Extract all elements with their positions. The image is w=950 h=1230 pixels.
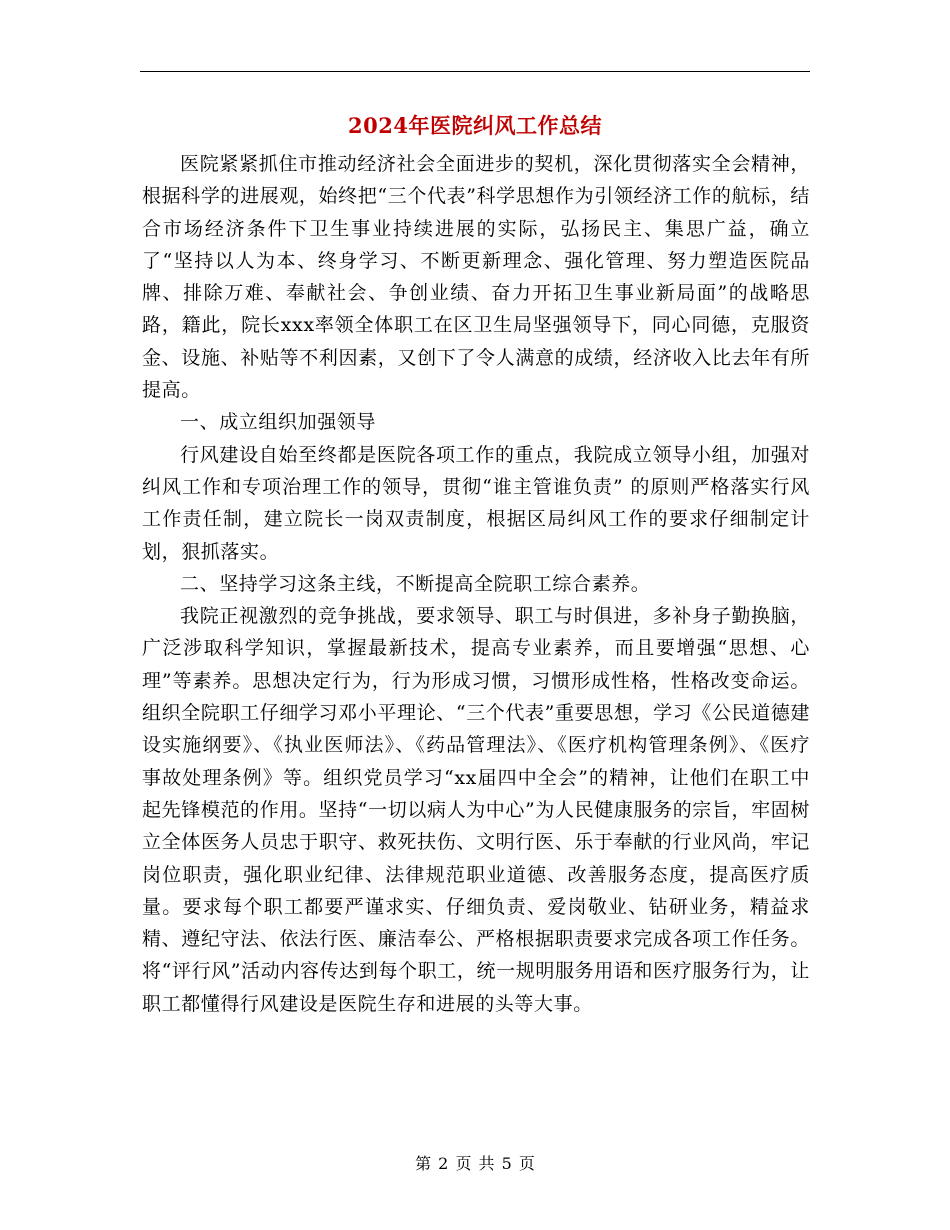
page-number-footer: 第 2 页 共 5 页 bbox=[415, 1154, 535, 1173]
section-heading-1: 一、成立组织加强领导 bbox=[180, 411, 377, 434]
paragraph-intro: 医院紧紧抓住市推动经济社会全面进步的契机，深化贯彻落实全会精神，根据科学的进展观，始终把“三个代表”科学思想作为引领经济工作的航标，结合市场经济条件下卫生事业持续进展的实际，弘扬民主、集思广益，确立了“坚持以人为本、终身学习、不断更新理念、强化管理、努力塑造医院品牌、排除万难、奉献社会、争创业绩、奋力开拓卫生事业新局面”的战略思路，籍此，院长xxx率领全体职工在区卫生局坚强领导下，同心同德，克服资金、设施、补贴等不利因素，又创下了令人满意的成绩，经济收入比去年有所提高。 bbox=[142, 153, 810, 402]
document-title: 2024年医院纠风工作总结 bbox=[348, 113, 602, 138]
section-heading-2: 二、坚持学习这条主线，不断提高全院职工综合素养。 bbox=[180, 572, 651, 595]
document-body bbox=[142, 148, 810, 1020]
header-rule bbox=[140, 71, 810, 72]
paragraph-section-2: 我院正视激烈的竞争挑战，要求领导、职工与时俱进，多补身子勤换脑，广泛涉取科学知识，掌握最新技术，提高专业素养，而且要增强“思想、心理”等素养。思想决定行为，行为形成习惯，习惯形成性格，性格改变命运。组织全院职工仔细学习邓小平理论、“三个代表”重要思想，学习《公民道德建设实施纲要》、《执业医师法》、《药品管理法》、《医疗机构管理条例》、《医疗事故处理条例》等。组织党员学习“xx届四中全会”的精神，让他们在职工中起先锋模范的作用。坚持“一切以病人为中心”为人民健康服务的宗旨，牢固树立全体医务人员忠于职守、救死扶伤、文明行医、乐于奉献的行业风尚，牢记岗位职责，强化职业纪律、法律规范职业道德、改善服务态度，提高医疗质量。要求每个职工都要严谨求实、仔细负责、爱岗敬业、钻研业务，精益求精、遵纪守法、依法行医、廉洁奉公、严格根据职责要求完成各项工作任务。将“评行风”活动内容传达到每个职工，统一规明服务用语和医疗服务行为，让职工都懂得行风建设是医院生存和进展的头等大事。 bbox=[142, 605, 810, 1015]
paragraph-section-1: 行风建设自始至终都是医院各项工作的重点，我院成立领导小组，加强对纠风工作和专项治理工作的领导，贯彻“谁主管谁负责” 的原则严格落实行风工作责任制，建立院长一岗双责制度，根据区局纠风工作的要求仔细制定计划，狠抓落实。 bbox=[142, 443, 810, 563]
